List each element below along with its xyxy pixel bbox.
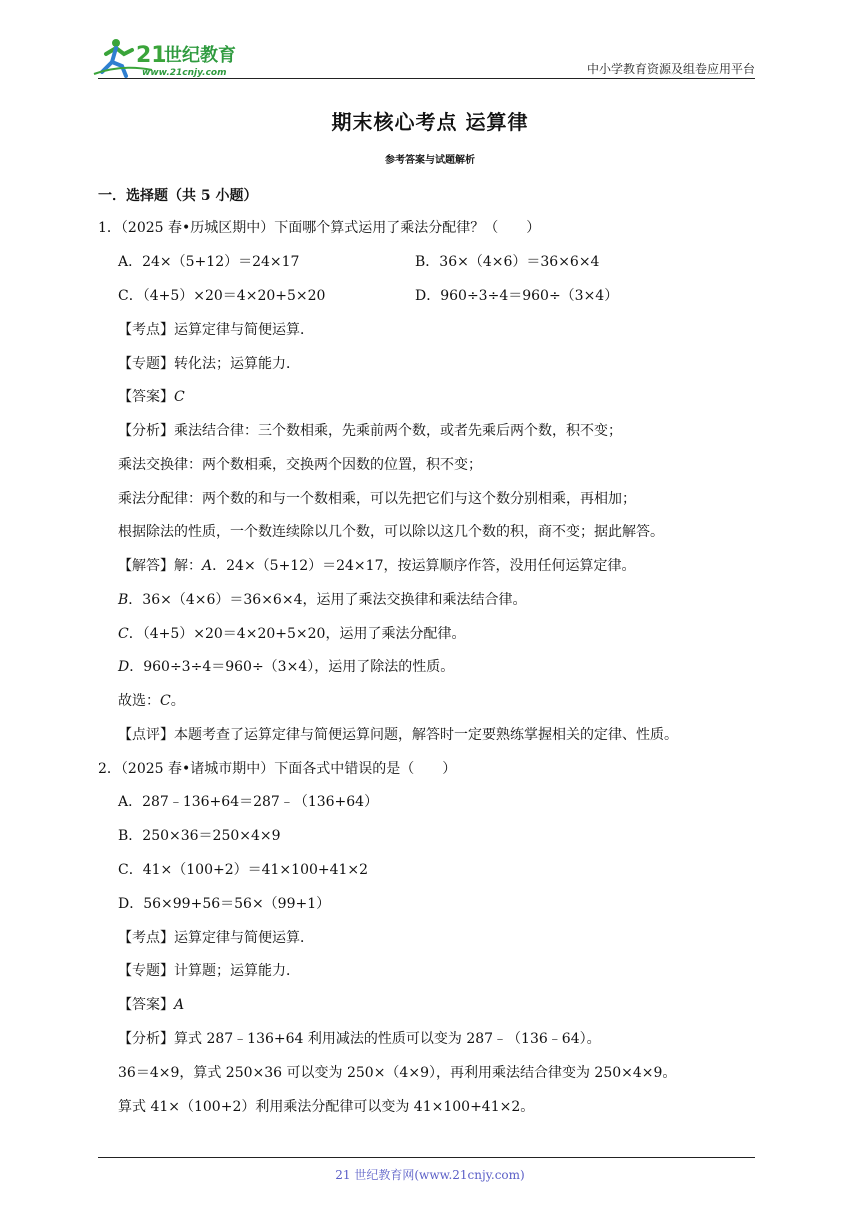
answer-label: 【答案】 [118,997,174,1013]
question-2-stem: 2．（2025 春•诸城市期中）下面各式中错误的是（ ） [98,761,457,777]
q1-option-a: A．24×（5+12）＝24×17 [118,254,300,270]
q1-solution-c [118,624,465,644]
svg-text:世纪教育: 世纪教育 [164,45,236,66]
header-divider [98,78,755,79]
q2-option-b: B．250×36＝250×4×9 [118,828,281,844]
q1-option-c: C．（4+5）×20＝4×20+5×20 [118,288,326,304]
q2-analysis-2: 36＝4×9，算式 250×36 可以变为 250×（4×9），再利用乘法结合律变为 250×4×9。 [118,1065,677,1081]
q1-zhuanti: 【专题】转化法；运算能力． [118,356,300,372]
q2-option-a: A．287﹣136+64＝287﹣（136+64） [118,794,379,810]
question-1-stem: 1．（2025 春•历城区期中）下面哪个算式运用了乘法分配律？（ ） [98,220,541,236]
q2-option-d: D．56×99+56＝56×（99+1） [118,896,331,912]
site-logo [92,34,262,80]
q1-option-d: D．960÷3÷4＝960÷（3×4） [415,288,619,304]
solution-text: ．960÷3÷4＝960÷（3×4），运用了除法的性质。 [129,659,455,675]
solution-letter: C [118,626,129,642]
section-heading: 一．选择题（共 5 小题） [98,188,258,204]
q1-analysis-1: 【分析】乘法结合律：三个数相乘，先乘前两个数，或者先乘后两个数，积不变； [118,423,622,439]
runner-logo-icon [92,34,262,80]
page-title: 期末核心考点 运算律 [331,110,529,134]
q1-solution-d [118,657,454,677]
svg-text:www.21cnjy.com: www.21cnjy.com [142,68,227,78]
q1-answer [118,387,185,407]
q1-solution-b [118,590,526,610]
q2-analysis-3: 算式 41×（100+2）利用乘法分配律可以变为 41×100+41×2。 [118,1099,535,1115]
choice-letter: C [160,693,171,709]
solution-text: ．24×（5+12）＝24×17，按运算顺序作答，没用任何运算定律。 [212,558,636,574]
footer-link[interactable]: 21 世纪教育网(www.21cnjy.com) [335,1168,525,1182]
choice-label: 故选： [118,693,160,709]
header-platform-text: 中小学教育资源及组卷应用平台 [586,62,755,76]
q2-answer [118,995,184,1015]
q1-analysis-4: 根据除法的性质，一个数连续除以几个数，可以除以这几个数的积，商不变；据此解答。 [118,524,664,540]
solution-letter: B [118,592,129,608]
solution-text: ．36×（4×6）＝36×6×4，运用了乘法交换律和乘法结合律。 [128,592,527,608]
solution-letter: A [202,558,213,574]
q2-analysis-1: 【分析】算式 287﹣136+64 利用减法的性质可以变为 287﹣（136﹣64）。 [118,1031,601,1047]
solution-letter: D [118,659,130,675]
q2-kaodian: 【考点】运算定律与简便运算． [118,930,314,946]
q1-solution-a [118,556,635,576]
q1-choice [118,691,185,711]
answer-label: 【答案】 [118,389,174,405]
q1-option-b: B．36×（4×6）＝36×6×4 [415,254,600,270]
answer-value: C [174,389,185,405]
q1-kaodian: 【考点】运算定律与简便运算． [118,322,314,338]
choice-end: 。 [170,693,185,709]
solution-label: 【解答】解： [118,558,202,574]
q1-analysis-2: 乘法交换律：两个数相乘，交换两个因数的位置，积不变； [118,457,482,473]
answer-value: A [174,997,185,1013]
q1-analysis-3: 乘法分配律：两个数的和与一个数相乘，可以先把它们与这个数分别相乘，再相加； [118,491,636,507]
q2-zhuanti: 【专题】计算题；运算能力． [118,963,300,979]
q2-option-c: C．41×（100+2）＝41×100+41×2 [118,862,369,878]
solution-text: ．（4+5）×20＝4×20+5×20，运用了乘法分配律。 [128,626,466,642]
svg-text:21: 21 [136,43,167,68]
page-subtitle: 参考答案与试题解析 [385,155,475,166]
q1-comment: 【点评】本题考查了运算定律与简便运算问题，解答时一定要熟练掌握相关的定律、性质。 [118,727,678,743]
footer-divider [98,1157,755,1158]
